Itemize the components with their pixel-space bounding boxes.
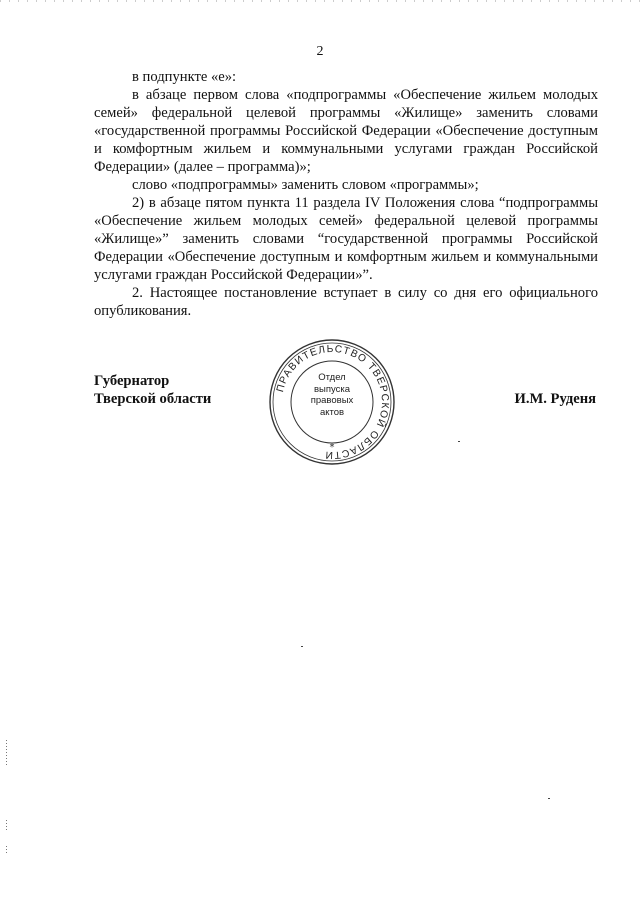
signatory-position-line2: Тверской области <box>94 391 212 407</box>
stamp-ring-text: ПРАВИТЕЛЬСТВО ТВЕРСКОЙ ОБЛАСТИ <box>274 343 391 461</box>
stamp-star: * <box>329 442 335 453</box>
paragraph-item-2: 2) в абзаце пятом пункта 11 раздела IV Положения слова “подпрограммы «Обеспечение жильем молодых семей» федеральной целевой программы «Жилище»” заменить словами “государственной программы Российской Федерации «Обеспечение доступным и комфортным жильем и коммунальными услугами граждан Российской Федерации»”. <box>94 195 598 283</box>
stamp-center-line: актов <box>319 406 345 418</box>
signatory-position-line1: Губернатор <box>94 373 170 389</box>
scan-margin-marks <box>6 846 7 854</box>
stamp-center-line: Отдел <box>318 372 346 383</box>
scan-top-edge <box>0 0 640 2</box>
stamp-center-text <box>268 372 396 418</box>
paragraph-first-abzats: в абзаце первом слова «подпрограммы «Обеспечение жильем молодых семей» федеральной целевой программы «Жилище» заменить словами «государственной программы Российской Федерации «Обеспечение доступным и комфортным жильем и коммунальными услугами граждан Российской Федерации» (далее – программа)»; <box>94 87 598 175</box>
signatory-name: И.М. Руденя <box>514 391 596 407</box>
scan-speck <box>301 646 303 647</box>
scan-margin-marks <box>6 820 7 830</box>
stamp-center-line: выпуска <box>313 383 351 395</box>
stamp-center-line: правовых <box>310 395 354 406</box>
paragraph-effective-date: 2. Настоящее постановление вступает в силу со дня его официального опубликования. <box>94 285 598 319</box>
document-body <box>94 68 598 320</box>
signatory-position <box>94 372 211 408</box>
paragraph-word-replace: слово «подпрограммы» заменить словом «программы»; <box>132 177 479 193</box>
scan-speck <box>458 441 460 442</box>
scan-margin-marks <box>6 740 7 766</box>
official-stamp <box>268 338 396 466</box>
paragraph-subclause-e: в подпункте «е»: <box>132 69 237 85</box>
scan-speck <box>548 798 550 799</box>
page-number: 2 <box>316 44 324 59</box>
